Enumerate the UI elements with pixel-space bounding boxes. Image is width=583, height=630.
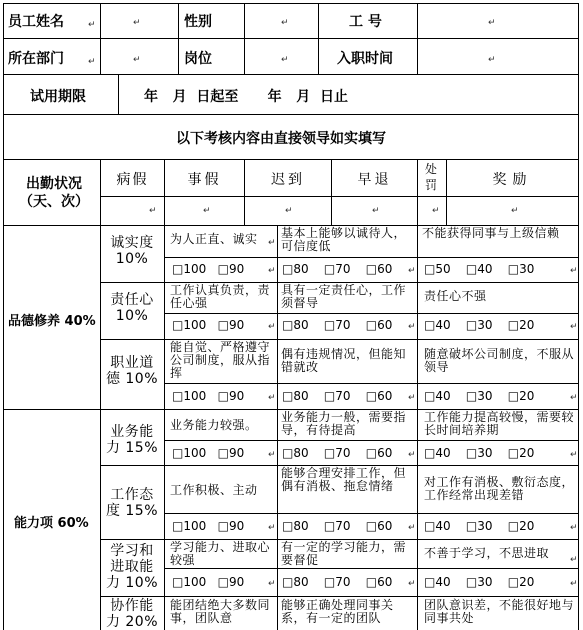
enter-mark: ↵ [268, 450, 276, 460]
item-cooperation: 协作能力 20% [105, 598, 159, 630]
desc-excellent: 能自觉、严格遵守公司制度，服从指挥 [170, 340, 271, 380]
gender-label: 性别 [184, 14, 212, 30]
desc-poor: 不善于学习，不思进取 [424, 546, 550, 560]
desc-average: 基本上能够以诚待人，可信度低 [281, 226, 407, 253]
enter-mark: ↵ [281, 55, 289, 65]
dept-label: 所在部门 [8, 51, 64, 67]
score-options-mid[interactable]: □80 □70 □60 [282, 575, 393, 589]
col-late: 迟到 [271, 172, 305, 188]
enter-mark: ↵ [570, 266, 578, 276]
item-professional-ethics: 职业道德 10% [105, 355, 159, 387]
score-options-low[interactable]: □40 □30 □20 [424, 318, 535, 332]
enter-mark: ↵ [203, 206, 211, 216]
desc-excellent: 学习能力、进取心较强 [170, 540, 271, 567]
desc-average: 有一定的学习能力，需要督促 [281, 540, 407, 567]
hire-date-label: 入职时间 [337, 51, 393, 67]
gender-value[interactable] [245, 4, 318, 38]
dept-value[interactable] [101, 39, 178, 74]
score-options-low[interactable]: □40 □30 □20 [424, 519, 535, 533]
score-options-mid[interactable]: □80 □70 □60 [282, 446, 393, 460]
col-reward: 奖励 [492, 172, 533, 188]
score-options-high[interactable]: □100 □90 [172, 262, 245, 276]
enter-mark: ↵ [408, 266, 416, 276]
hire-date-value[interactable] [418, 39, 578, 74]
enter-mark: ↵ [570, 555, 578, 565]
enter-mark: ↵ [268, 266, 276, 276]
desc-excellent: 为人正直、诚实 [170, 232, 258, 246]
item-responsibility: 责任心 10% [110, 292, 154, 324]
enter-mark: ↵ [268, 393, 276, 403]
trial-period-label: 试用期限 [30, 89, 86, 105]
enter-mark: ↵ [281, 18, 289, 28]
desc-poor: 责任心不强 [424, 289, 487, 303]
enter-mark: ↵ [570, 523, 578, 533]
desc-excellent: 工作积极、主动 [170, 483, 258, 497]
enter-mark: ↵ [408, 523, 416, 533]
enter-mark: ↵ [488, 18, 496, 28]
name-label: 员工姓名 [8, 14, 64, 30]
desc-poor: 团队意识差，不能很好地与同事共处 [424, 598, 575, 625]
score-options-mid[interactable]: □80 □70 □60 [282, 318, 393, 332]
group-label-morality: 品德修养 40% [8, 314, 96, 329]
enter-mark: ↵ [268, 579, 276, 589]
id-value[interactable] [418, 4, 578, 38]
col-early-leave: 早退 [357, 172, 392, 188]
enter-mark: ↵ [88, 20, 96, 30]
enter-mark: ↵ [570, 393, 578, 403]
score-options-low[interactable]: □50 □40 □30 [424, 262, 535, 276]
desc-average: 具有一定责任心，工作须督导 [281, 283, 407, 310]
desc-poor: 不能获得同事与上级信赖 [422, 226, 560, 240]
enter-mark: ↵ [268, 322, 276, 332]
score-options-mid[interactable]: □80 □70 □60 [282, 519, 393, 533]
desc-excellent: 能团结绝大多数同事，团队意 [170, 598, 271, 625]
desc-poor: 对工作有消极、敷衍态度，工作经常出现差错 [424, 475, 575, 502]
attendance-label: 出勤状况 （天、次） [19, 176, 89, 210]
enter-mark: ↵ [268, 523, 276, 533]
score-options-low[interactable]: □40 □30 □20 [424, 446, 535, 460]
early-leave-value[interactable] [332, 197, 417, 225]
enter-mark: ↵ [570, 322, 578, 332]
desc-poor: 工作能力提高较慢，需要较长时间培养期 [424, 410, 575, 437]
item-honesty: 诚实度 10% [110, 235, 154, 267]
enter-mark: ↵ [432, 206, 440, 216]
item-work-attitude: 工作态度 15% [105, 487, 159, 519]
enter-mark: ↵ [408, 450, 416, 460]
desc-excellent: 业务能力较强。 [170, 418, 258, 432]
group-label-ability: 能力项 60% [14, 516, 89, 531]
enter-mark: ↵ [88, 57, 96, 67]
score-options-high[interactable]: □100 □90 [172, 575, 245, 589]
score-options-mid[interactable]: □80 □70 □60 [282, 262, 393, 276]
desc-excellent: 工作认真负责，责任心强 [170, 283, 271, 310]
score-options-high[interactable]: □100 □90 [172, 318, 245, 332]
col-penalty: 处罚 [424, 162, 437, 192]
item-learning-ability: 学习和进取能力 10% [105, 543, 159, 591]
enter-mark: ↵ [570, 579, 578, 589]
enter-mark: ↵ [149, 206, 157, 216]
enter-mark: ↵ [285, 206, 293, 216]
id-label: 工 号 [349, 14, 382, 30]
trial-period-value[interactable]: 年 月 日起至 年 月 日止 [144, 89, 348, 105]
enter-mark: ↵ [408, 393, 416, 403]
score-options-mid[interactable]: □80 □70 □60 [282, 389, 393, 403]
enter-mark: ↵ [511, 206, 519, 216]
post-label: 岗位 [184, 51, 212, 67]
score-options-low[interactable]: □40 □30 □20 [424, 389, 535, 403]
desc-average: 能够正确处理同事关系，有一定的团队 [281, 598, 394, 625]
enter-mark: ↵ [133, 55, 141, 65]
score-options-high[interactable]: □100 □90 [172, 519, 245, 533]
enter-mark: ↵ [408, 322, 416, 332]
reward-value[interactable] [447, 197, 578, 225]
name-value[interactable] [101, 4, 178, 38]
enter-mark: ↵ [372, 206, 380, 216]
col-sick-leave: 病假 [116, 172, 149, 188]
enter-mark: ↵ [268, 238, 276, 248]
penalty-value[interactable] [418, 197, 446, 225]
enter-mark: ↵ [488, 55, 496, 65]
desc-average: 偶有违规情况，但能知错就改 [281, 347, 407, 374]
col-personal-leave: 事假 [187, 172, 222, 188]
personal-leave-value[interactable] [165, 197, 244, 225]
desc-poor: 随意破坏公司制度，不服从领导 [424, 347, 575, 374]
late-value[interactable] [245, 197, 331, 225]
desc-average: 能够合理安排工作，但偶有消极、拖怠情绪 [281, 466, 407, 493]
enter-mark: ↵ [133, 18, 141, 28]
enter-mark: ↵ [408, 579, 416, 589]
score-options-high[interactable]: □100 □90 [172, 446, 245, 460]
score-options-high[interactable]: □100 □90 [172, 389, 245, 403]
item-business-ability: 业务能力 15% [105, 424, 159, 456]
post-value[interactable] [245, 39, 318, 74]
enter-mark: ↵ [570, 450, 578, 460]
notice-text: 以下考核内容由直接领导如实填写 [176, 131, 386, 147]
sick-leave-value[interactable] [101, 197, 164, 225]
score-options-low[interactable]: □40 □30 □20 [424, 575, 535, 589]
desc-average: 业务能力一般，需要指导，有待提高 [281, 410, 407, 437]
